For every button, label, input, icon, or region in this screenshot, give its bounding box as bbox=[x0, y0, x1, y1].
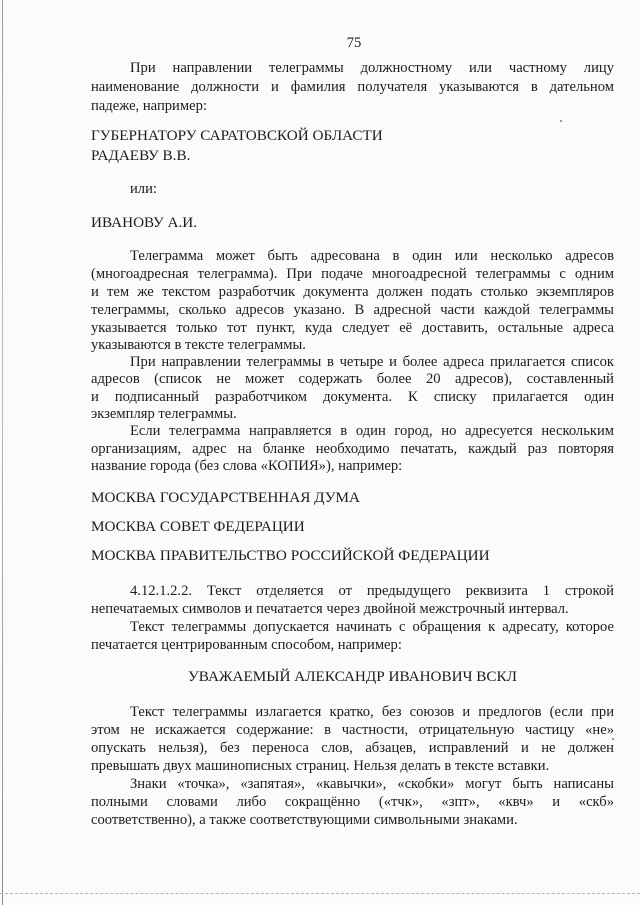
paragraph-line: падеже, например: bbox=[91, 98, 207, 114]
page-number: 75 bbox=[346, 35, 362, 51]
address-line: ГУБЕРНАТОРУ САРАТОВСКОЙ ОБЛАСТИ bbox=[91, 127, 383, 144]
address-line: МОСКВА ГОСУДАРСТВЕННАЯ ДУМА bbox=[91, 489, 360, 506]
paragraph-line: 4.12.1.2.2. Текст отделяется от предыдущего реквизита 1 строкой bbox=[130, 583, 614, 599]
address-line: МОСКВА СОВЕТ ФЕДЕРАЦИИ bbox=[91, 518, 305, 535]
paragraph-line: (многоадресная телеграмма). При подаче многоадресной телеграммы с одним bbox=[91, 266, 614, 282]
paragraph-line: этом не искажается содержание: в частности, отрицательную частицу «не» bbox=[91, 722, 614, 738]
paragraph-line: Текст телеграммы излагается кратко, без союзов и предлогов (если при bbox=[130, 704, 614, 720]
address-line: МОСКВА ПРАВИТЕЛЬСТВО РОССИЙСКОЙ ФЕДЕРАЦИИ bbox=[91, 547, 490, 564]
paragraph-line: телеграммы, сколько адресов указано. В адресной части каждой телеграммы bbox=[91, 302, 614, 318]
scan-edge-bottom bbox=[0, 893, 640, 894]
paragraph-line: Текст телеграммы допускается начинать с обращения к адресату, которое bbox=[130, 619, 614, 635]
paragraph-line: адресов (список не может содержать более 20 адресов), составленный bbox=[91, 371, 614, 387]
paragraph-line: и подписанный разработчиком документа. К списку прилагается один bbox=[91, 389, 614, 405]
paragraph-line: непечатаемых символов и печатается через двойной межстрочный интервал. bbox=[91, 601, 569, 617]
paragraph-line: организациям, адрес на бланке необходимо печатать, каждый раз повторяя bbox=[91, 441, 614, 457]
paragraph-line: печатается центрированным способом, например: bbox=[91, 637, 402, 653]
paragraph-line: При направлении телеграммы в четыре и более адреса прилагается список bbox=[130, 354, 614, 370]
paragraph-line: превышать двух машинописных страниц. Нельзя делать в тексте вставки. bbox=[91, 758, 550, 774]
paragraph-line: При направлении телеграммы должностному или частному лицу bbox=[130, 60, 614, 76]
greeting-line: УВАЖАЕМЫЙ АЛЕКСАНДР ИВАНОВИЧ ВСКЛ bbox=[188, 668, 517, 685]
paragraph-line: указывается только тот пункт, куда следует её доставить, остальные адреса bbox=[91, 320, 614, 336]
paragraph-line: соответственно), а также соответствующими символьными знаками. bbox=[91, 812, 518, 828]
paragraph-line: Телеграмма может быть адресована в один или несколько адресов bbox=[130, 248, 614, 264]
scan-edge-left bbox=[2, 0, 3, 905]
paragraph-line: и тем же текстом разработчик документа должен подать столько экземпляров bbox=[91, 284, 614, 300]
paragraph-line: наименование должности и фамилия получателя указываются в дательном bbox=[91, 79, 614, 95]
paragraph-line: Знаки «точка», «запятая», «кавычки», «скобки» могут быть написаны bbox=[130, 776, 614, 792]
paragraph-line: экземпляр телеграммы. bbox=[91, 406, 237, 422]
paragraph-line: указываются в тексте телеграммы. bbox=[91, 337, 306, 353]
address-line: РАДАЕВУ В.В. bbox=[91, 147, 191, 164]
or-word: или: bbox=[130, 181, 157, 197]
paragraph-line: Если телеграмма направляется в один город, но адресуется нескольким bbox=[130, 423, 614, 439]
paragraph-line: название города (без слова «КОПИЯ»), например: bbox=[91, 458, 403, 474]
paragraph-line: полными словами либо сокращённо («тчк», «зпт», «квч» и «скб» bbox=[91, 794, 614, 810]
paragraph-line: опускать нельзя), без переноса слов, абзацев, исправлений и не должен bbox=[91, 740, 614, 756]
scan-speck bbox=[560, 120, 562, 122]
address-line: ИВАНОВУ А.И. bbox=[91, 214, 198, 231]
